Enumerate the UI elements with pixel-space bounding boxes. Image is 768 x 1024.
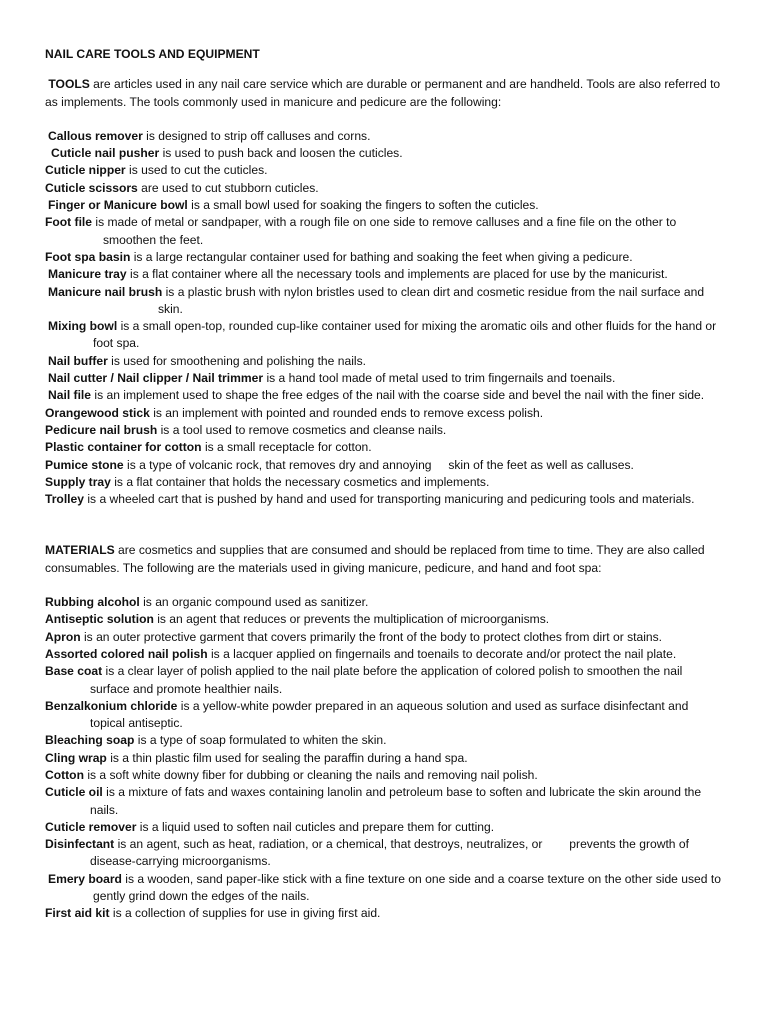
item-desc: is a plastic brush with nylon bristles used to clean dirt and cosmetic residue from the nail surface and skin. (158, 284, 705, 316)
section-spacer (45, 508, 725, 542)
item-term: Foot file (45, 215, 93, 230)
item-desc: is designed to strip off calluses and corns. (142, 128, 371, 143)
list-item (45, 491, 725, 508)
item-term: Manicure tray (48, 267, 127, 282)
list-item (45, 266, 725, 283)
item-term: Nail buffer (48, 353, 108, 368)
item-term: Emery board (48, 871, 122, 886)
item-desc: is a yellow-white powder prepared in an aqueous solution and used as surface disinfectant and topical antiseptic. (90, 698, 689, 731)
item-term: Plastic container for cotton (45, 440, 202, 455)
list-item (45, 732, 725, 749)
item-desc: is used to push back and loosen the cuticles. (159, 146, 403, 161)
item-desc: is used for smoothening and polishing the nails. (107, 353, 366, 368)
list-item (45, 180, 725, 197)
item-term: Pumice stone (45, 457, 124, 472)
list-item (45, 663, 725, 698)
tools-intro-text: are articles used in any nail care service which are durable or permanent and are handheld. Tools are also referred to as implements. The tools commonly used in manicure and pedicure are the following: (45, 77, 721, 109)
item-desc: is a type of volcanic rock, that removes dry and annoying skin of the feet as well as calluses. (123, 457, 634, 472)
item-desc: is a collection of supplies for use in giving first aid. (109, 906, 381, 921)
materials-list (45, 594, 725, 923)
materials-intro (45, 542, 725, 577)
list-item (45, 611, 725, 628)
list-item (45, 197, 725, 214)
list-item (45, 162, 725, 179)
item-term: Cling wrap (45, 750, 107, 765)
item-desc: is made of metal or sandpaper, with a rough file on one side to remove calluses and a fine file on the other to smoothen the feet. (92, 215, 677, 247)
item-desc: is a mixture of fats and waxes containing lanolin and petroleum base to soften and lubricate the skin around the nails. (90, 785, 702, 817)
item-term: Nail file (48, 388, 92, 403)
list-item (45, 646, 725, 663)
item-term: Pedicure nail brush (45, 422, 158, 437)
item-term: Cuticle nail pusher (51, 146, 160, 161)
item-desc: is a hand tool made of metal used to trim fingernails and toenails. (263, 371, 616, 386)
item-term: Cuticle remover (45, 819, 137, 834)
list-item (45, 353, 725, 370)
list-item (45, 128, 725, 145)
item-desc: is a small bowl used for soaking the fingers to soften the cuticles. (187, 198, 539, 213)
item-desc: is a wheeled cart that is pushed by hand and used for transporting manicuring and pedicuring tools and materials. (84, 492, 695, 507)
list-item (45, 145, 725, 162)
item-term: Disinfectant (45, 837, 115, 852)
item-term: Base coat (45, 664, 103, 679)
item-term: Cotton (45, 767, 84, 782)
item-desc: is a large rectangular container used for bathing and soaking the feet when giving a pedicure. (130, 249, 633, 264)
item-desc: is a soft white downy fiber for dubbing or cleaning the nails and removing nail polish. (83, 767, 538, 782)
list-item (45, 284, 725, 319)
item-term: Mixing bowl (48, 319, 118, 334)
list-item (45, 836, 725, 871)
list-item (45, 750, 725, 767)
item-term: Foot spa basin (45, 249, 131, 264)
tools-lead: TOOLS (48, 77, 90, 92)
materials-lead: MATERIALS (45, 543, 115, 558)
list-item (45, 405, 725, 422)
item-desc: is a small open-top, rounded cup-like container used for mixing the aromatic oils and other fluids for the hand or foot spa. (93, 319, 717, 351)
materials-intro-text: are cosmetics and supplies that are consumed and should be replaced from time to time. They are also called consumables. The following are the materials used in giving manicure, pedicure, and hand and foot spa: (45, 543, 705, 575)
item-desc: is an agent that reduces or prevents the multiplication of microorganisms. (153, 612, 550, 627)
list-item (45, 871, 725, 906)
list-item (45, 629, 725, 646)
item-term: Nail cutter / Nail clipper / Nail trimmer (48, 371, 264, 386)
item-desc: is used to cut the cuticles. (125, 163, 268, 178)
item-term: Assorted colored nail polish (45, 646, 208, 661)
item-term: Benzalkonium chloride (45, 698, 178, 713)
list-item (45, 457, 725, 474)
item-desc: is a thin plastic film used for sealing the paraffin during a hand spa. (106, 750, 468, 765)
item-desc: is a type of soap formulated to whiten the skin. (134, 733, 387, 748)
item-term: Finger or Manicure bowl (48, 198, 188, 213)
list-item (45, 594, 725, 611)
tools-list (45, 128, 725, 509)
item-term: Callous remover (48, 128, 143, 143)
list-item (45, 370, 725, 387)
list-item (45, 422, 725, 439)
item-desc: is a lacquer applied on fingernails and toenails to decorate and/or protect the nail plate. (207, 646, 677, 661)
item-desc: is an agent, such as heat, radiation, or a chemical, that destroys, neutralizes, or prevents the growth of disease-carrying microorganisms. (90, 837, 693, 869)
item-desc: is a liquid used to soften nail cuticles and prepare them for cutting. (136, 819, 495, 834)
item-desc: is an implement used to shape the free edges of the nail with the coarse side and bevel the nail with the finer side. (91, 388, 705, 403)
tools-intro (45, 76, 725, 111)
list-item (45, 784, 725, 819)
list-item (45, 214, 725, 249)
list-item (45, 819, 725, 836)
item-desc: is a flat container where all the necessary tools and implements are placed for use by the manicurist. (126, 267, 668, 282)
item-term: Rubbing alcohol (45, 595, 140, 610)
item-term: Antiseptic solution (45, 612, 154, 627)
document-title: NAIL CARE TOOLS AND EQUIPMENT (45, 47, 260, 61)
item-desc: is an outer protective garment that covers primarily the front of the body to protect clothes from dirt or stains. (80, 629, 663, 644)
item-desc: is a tool used to remove cosmetics and cleanse nails. (157, 422, 447, 437)
list-item (45, 387, 725, 404)
item-term: Trolley (45, 492, 84, 507)
item-desc: is a clear layer of polish applied to the nail plate before the application of colored polish to smoothen the nail surface and promote healthier nails. (90, 664, 683, 696)
item-term: Apron (45, 629, 81, 644)
list-item (45, 698, 725, 733)
list-item (45, 439, 725, 456)
item-desc: is an organic compound used as sanitizer. (139, 595, 369, 610)
item-desc: is a wooden, sand paper-like stick with a fine texture on one side and a coarse texture on the other side used to gently grind down the edges of the nails. (93, 871, 721, 904)
list-item (45, 905, 725, 922)
item-desc: is a small receptacle for cotton. (201, 440, 372, 455)
item-term: Cuticle scissors (45, 180, 138, 195)
list-item (45, 318, 725, 353)
item-desc: is an implement with pointed and rounded ends to remove excess polish. (149, 405, 544, 420)
item-term: Manicure nail brush (48, 284, 163, 299)
item-desc: are used to cut stubborn cuticles. (137, 180, 319, 195)
item-term: First aid kit (45, 906, 110, 921)
list-item (45, 767, 725, 784)
item-desc: is a flat container that holds the necessary cosmetics and implements. (110, 474, 490, 489)
item-term: Bleaching soap (45, 733, 135, 748)
item-term: Cuticle oil (45, 785, 103, 800)
list-item (45, 474, 725, 491)
item-term: Orangewood stick (45, 405, 150, 420)
list-item (45, 249, 725, 266)
document-page (45, 46, 725, 923)
item-term: Cuticle nipper (45, 163, 126, 178)
item-term: Supply tray (45, 474, 111, 489)
